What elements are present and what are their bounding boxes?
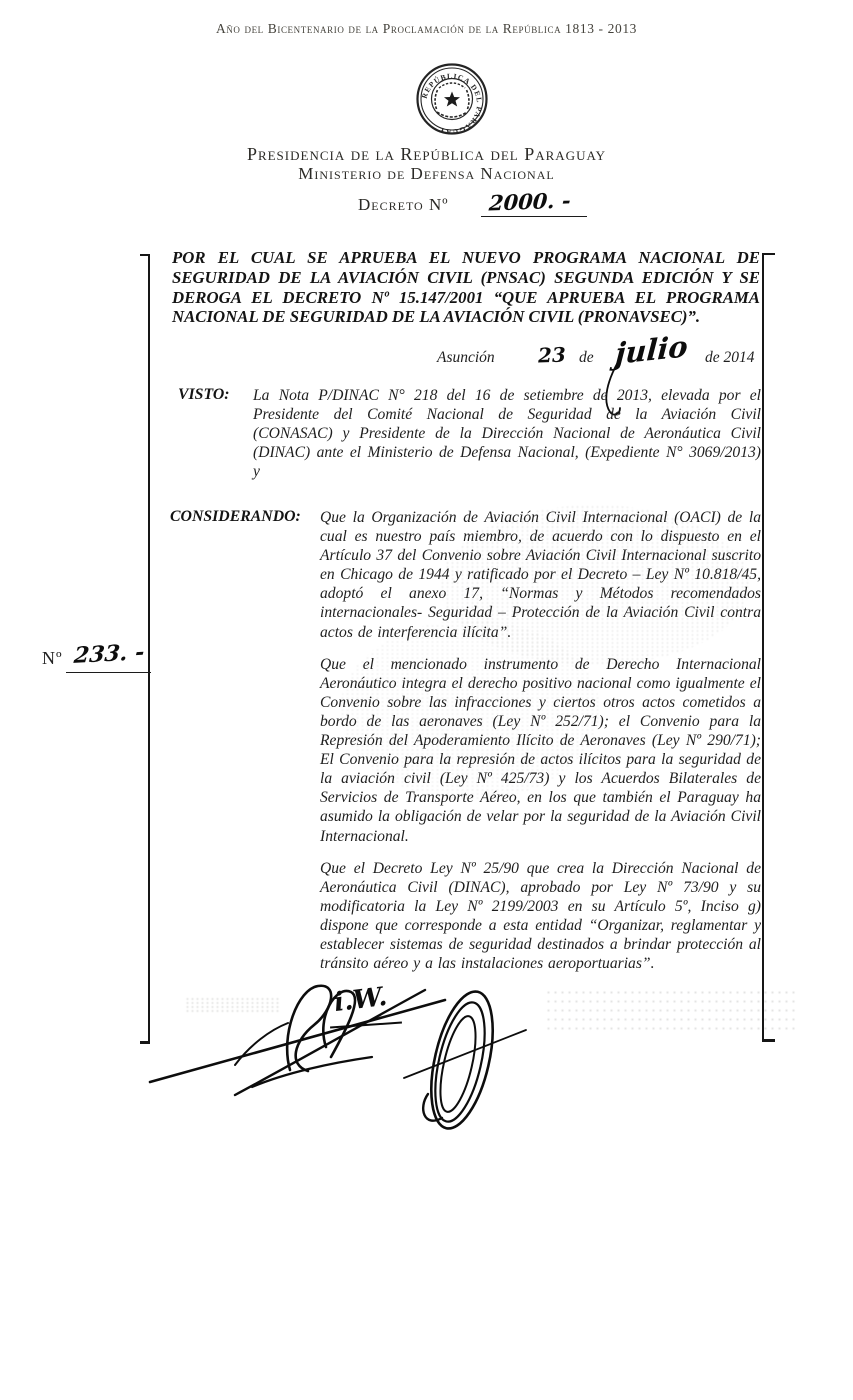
right-bracket bbox=[762, 253, 775, 1042]
considerando-paragraph-1: Que la Organización de Aviación Civil Internacional (OACI) de la cual es nuestro país miembro, de acuerdo con lo dispuesto en el Artículo 37 del Convenio sobre Aviación Civil Internacional suscrito en Chicago de 1944 y ratificado por el Decreto – Ley Nº 10.818/45, adoptó el anexo 17, “Normas y Métodos recomendados internacionales- Seguridad – Protección de la Aviación Civil contra actos de interferencia ilícita”. bbox=[320, 509, 761, 641]
institution-line-2: Ministerio de Defensa Nacional bbox=[298, 164, 555, 183]
dateline-day-handwritten: 23 bbox=[537, 342, 567, 368]
stamp-smudge-small bbox=[340, 620, 600, 800]
considerando-paragraph-2: Que el mencionado instrumento de Derecho Internacional Aeronáutico integra el derecho positivo nacional como igualmente el Convenio sobre las infracciones y ciertos otros actos cometidos a bordo de las aeronaves (Ley Nº 252/71); el Convenio para la Represión del Apoderamiento Ilícito de Aeronaves (Ley Nº 290/71); El Convenio para la represión de actos ilícitos para la seguridad de la aviación civil (Ley Nº 425/73) y los Acuerdos Bilaterales de Servicios de Transporte Aéreo, en los que también el Paraguay ha asumido la obligación de velar por la seguridad de la Aviación Civil Internacional. bbox=[320, 655, 761, 845]
signature-initials-text: i.W. bbox=[332, 981, 389, 1019]
visto-text: La Nota P/DINAC N° 218 del 16 de setiembre de 2013, elevada por el Presidente del Comité Nacional de Seguridad de la Aviación Civil (CONASAC) y Presidente de la Dirección Nacional de Aeronáutica Civil (DINAC) ante el Ministerio de Defensa Nacional, (Expediente N° 3069/2013) y bbox=[253, 387, 761, 481]
decree-number-handwritten: 2000. - bbox=[488, 187, 572, 216]
seal-ring-text: REPÚBLICA DEL PARAGUAY bbox=[419, 71, 485, 136]
considerando-paragraph-3: Que el Decreto Ley Nº 25/90 que crea la Dirección Nacional de Aeronáutica Civil (DINAC), aprobado por Ley Nº 73/90 y su modificatoria la Ley Nº 2199/2003 en su Artículo 5º, Inciso g) dispone que corresponde a esta entidad “Organizar, reglamentar y establecer sistemas de seguridad destinados a brindar protección al tránsito aéreo y a las instalaciones aeroportuarias”. bbox=[320, 859, 761, 973]
margin-note-underline bbox=[66, 672, 151, 673]
dateline-de: de bbox=[579, 349, 594, 366]
document-title: POR EL CUAL SE APRUEBA EL NUEVO PROGRAMA NACIONAL DE SEGURIDAD DE LA AVIACIÓN CIVIL (PNSAC) SEGUNDA EDICIÓN Y SE DEROGA EL DECRETO Nº 15.147/2001 “QUE APRUEBA EL PROGRAMA NACIONAL DE SEGURIDAD DE LA AVIACIÓN CIVIL (PRONAVSEC)”. bbox=[172, 248, 760, 327]
decree-label: Decreto Nº bbox=[358, 195, 449, 214]
national-seal-icon bbox=[415, 62, 489, 136]
dateline-month-handwritten: julio bbox=[613, 328, 689, 372]
considerando-label: CONSIDERANDO: bbox=[170, 508, 301, 525]
dateline-city: Asunción bbox=[437, 349, 495, 366]
signature-loop bbox=[398, 978, 548, 1153]
decree-underline bbox=[481, 216, 587, 217]
dateline-year: de 2014 bbox=[705, 349, 755, 366]
margin-note-number-handwritten: 233. - bbox=[72, 639, 146, 669]
visto-label: VISTO: bbox=[178, 386, 230, 403]
seal-star-icon bbox=[444, 92, 460, 107]
institution-line-1: Presidencia de la República del Paraguay bbox=[246, 144, 607, 164]
header-motto: Año del Bicentenario de la Proclamación de la República 1813 - 2013 bbox=[215, 21, 638, 36]
faded-stamp-marks bbox=[545, 988, 795, 1030]
margin-note-prefix: Nº bbox=[42, 648, 63, 668]
